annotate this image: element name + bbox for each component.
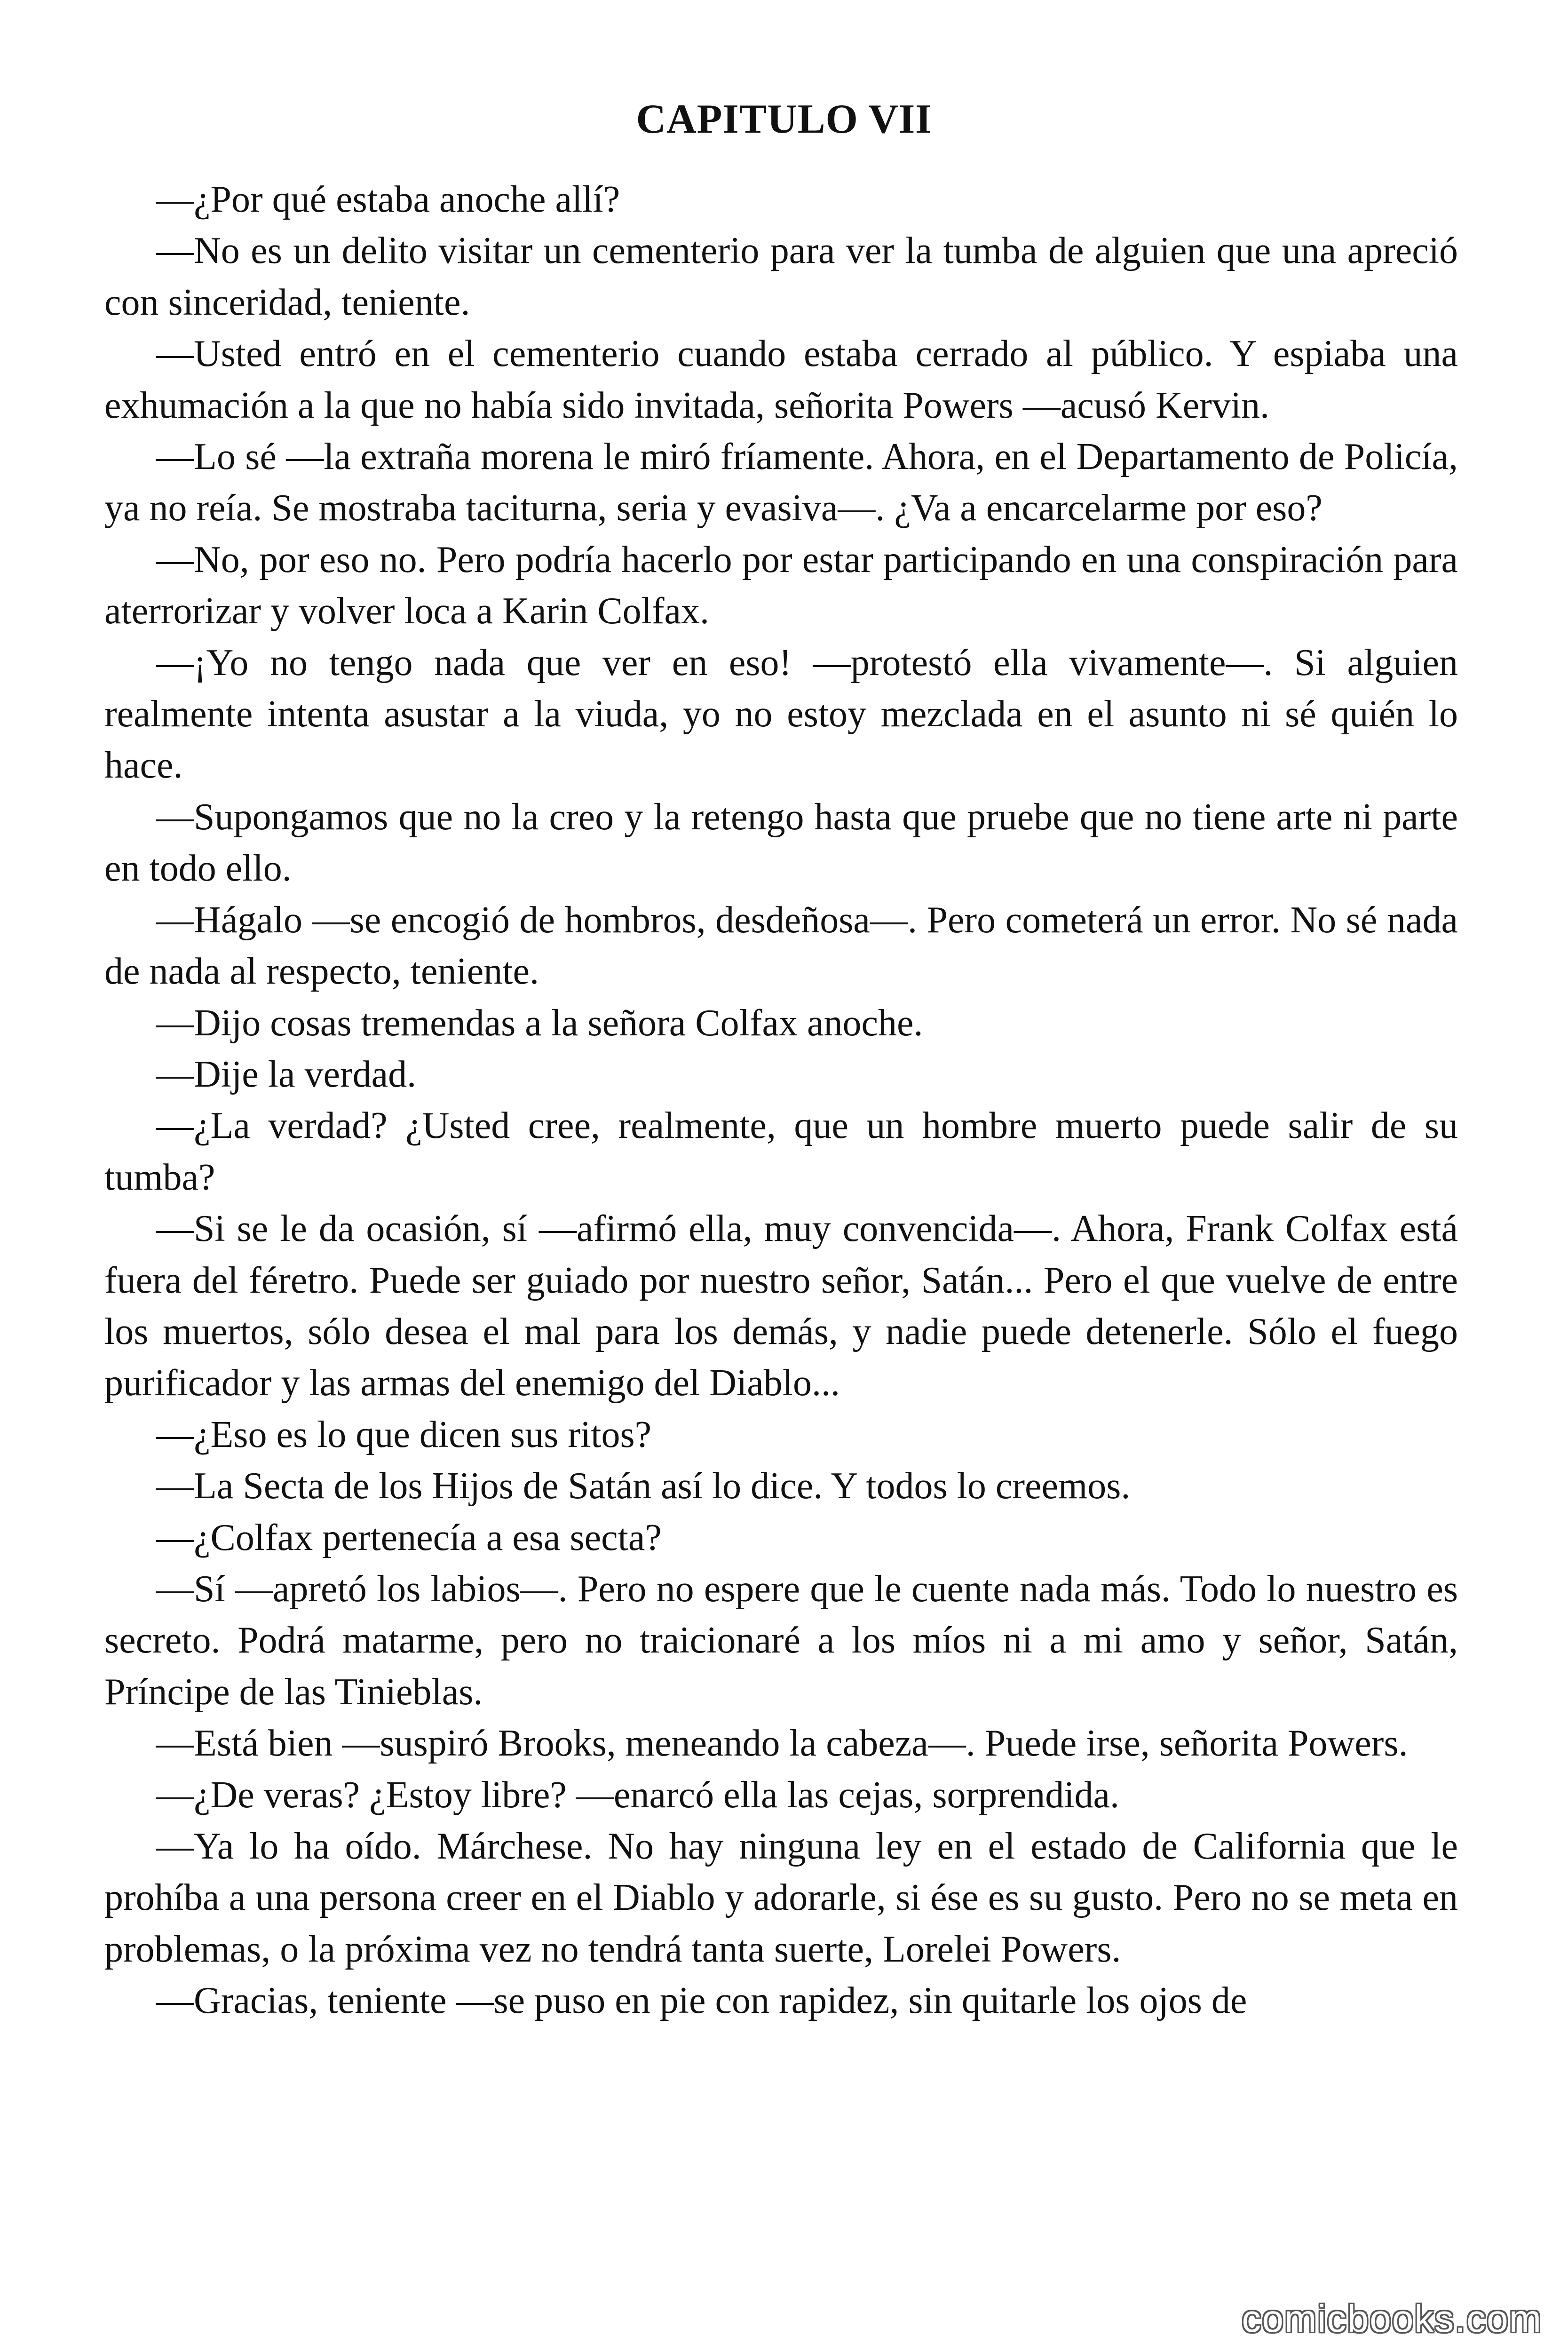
- paragraph: —No, por eso no. Pero podría hacerlo por estar participando en una conspiración para aterrorizar y volver loca a Karin Colfax.: [104, 539, 1458, 632]
- paragraph: —¿Por qué estaba anoche allí?: [156, 179, 620, 220]
- paragraph: —Está bien —suspiró Brooks, meneando la cabeza—. Puede irse, señorita Powers.: [156, 1723, 1408, 1764]
- paragraph: —Sí —apretó los labios—. Pero no espere que le cuente nada más. Todo lo nuestro es secreto. Podrá matarme, pero no traicionaré a los míos ni a mi amo y señor, Satán, Príncipe de las Tinieblas.: [104, 1568, 1458, 1713]
- paragraph: —Lo sé —la extraña morena le miró fríamente. Ahora, en el Departamento de Policía, ya no reía. Se mostraba taciturna, seria y evasiva—. ¿Va a encarcelarme por eso?: [104, 436, 1458, 529]
- paragraph: —¿Eso es lo que dicen sus ritos?: [156, 1414, 652, 1455]
- watermark: comicbooks.com: [1242, 2297, 1542, 2340]
- paragraph: —¡Yo no tengo nada que ver en eso! —protestó ella vivamente—. Si alguien realmente intenta asustar a la viuda, yo no estoy mezclada en el asunto ni sé quién lo hace.: [104, 642, 1458, 787]
- paragraph: —Hágalo —se encogió de hombros, desdeñosa—. Pero cometerá un error. No sé nada de nada al respecto, teniente.: [104, 899, 1458, 993]
- chapter-title: CAPITULO VII: [636, 96, 932, 142]
- paragraph: —No es un delito visitar un cementerio para ver la tumba de alguien que una apreció con sinceridad, teniente.: [104, 230, 1458, 323]
- paragraph: —¿La verdad? ¿Usted cree, realmente, que un hombre muerto puede salir de su tumba?: [104, 1105, 1458, 1198]
- paragraph: —Dije la verdad.: [156, 1053, 417, 1095]
- paragraph: —Ya lo ha oído. Márchese. No hay ninguna ley en el estado de California que le prohíba a una persona creer en el Diablo y adorarle, si ése es su gusto. Pero no se meta en problemas, o la próxima vez no tendrá tanta suerte, Lorelei Powers.: [104, 1826, 1458, 1970]
- paragraph: —Gracias, teniente —se puso en pie con rapidez, sin quitarle los ojos de: [156, 1980, 1247, 2022]
- paragraph: —Supongamos que no la creo y la retengo hasta que pruebe que no tiene arte ni parte en todo ello.: [104, 796, 1458, 890]
- paragraph: —Usted entró en el cementerio cuando estaba cerrado al público. Y espiaba una exhumación a la que no había sido invitada, señorita Powers —acusó Kervin.: [104, 333, 1458, 426]
- paragraph: —¿De veras? ¿Estoy libre? —enarcó ella las cejas, sorprendida.: [156, 1774, 1119, 1816]
- chapter-body: [104, 174, 1458, 2027]
- paragraph: —Si se le da ocasión, sí —afirmó ella, muy convencida—. Ahora, Frank Colfax está fuera del féretro. Puede ser guiado por nuestro señor, Satán... Pero el que vuelve de entre los muertos, sólo desea el mal para los demás, y nadie puede detenerle. Sólo el fuego purificador y las armas del enemigo del Diablo...: [104, 1208, 1458, 1404]
- paragraph: —¿Colfax pertenecía a esa secta?: [156, 1517, 662, 1558]
- paragraph: —La Secta de los Hijos de Satán así lo dice. Y todos lo creemos.: [156, 1465, 1131, 1507]
- paragraph: —Dijo cosas tremendas a la señora Colfax anoche.: [156, 1002, 923, 1044]
